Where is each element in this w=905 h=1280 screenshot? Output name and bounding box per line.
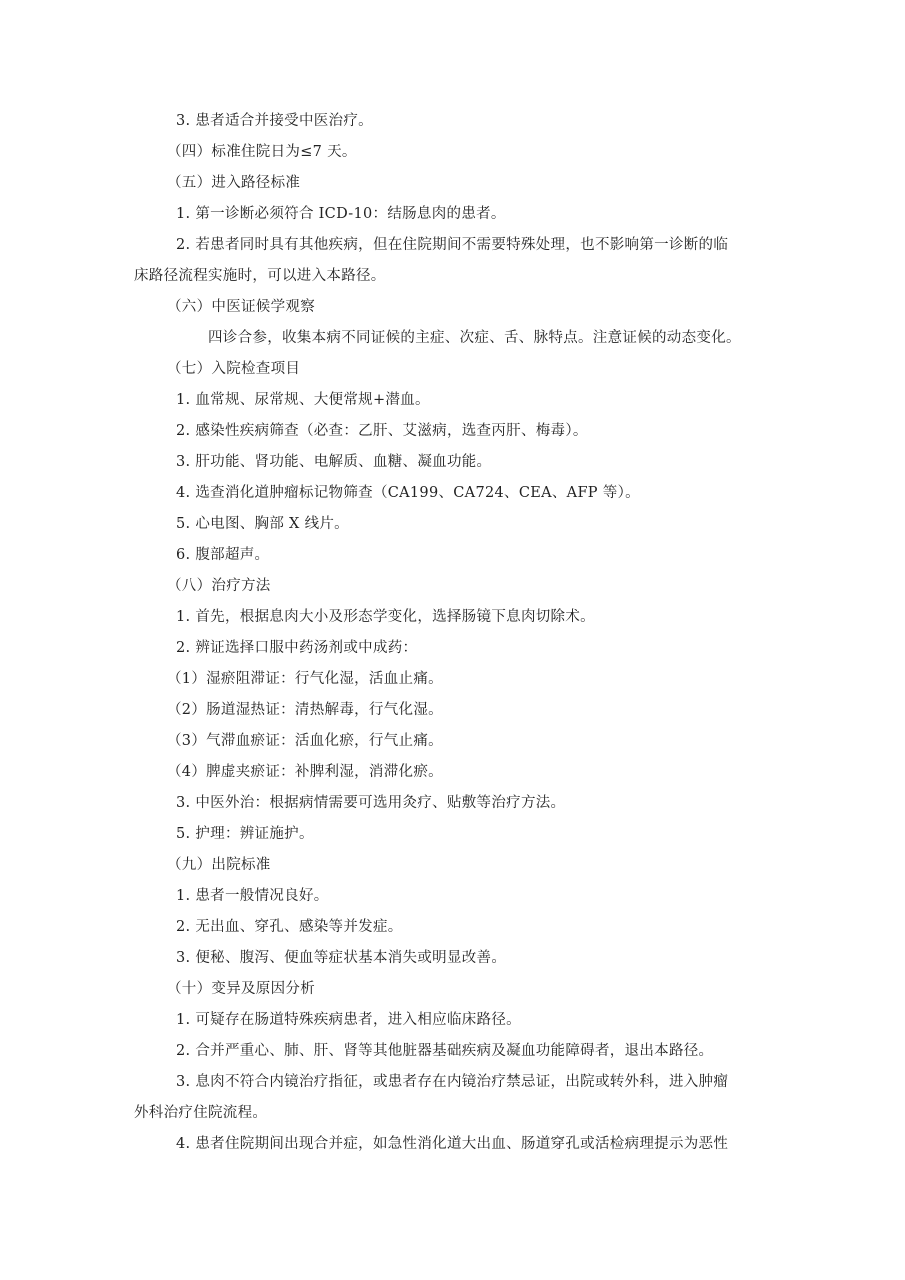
text-line: 4. 患者住院期间出现合并症，如急性消化道大出血、肠道穿孔或活检病理提示为恶性 <box>176 1136 729 1152</box>
text-line: 2. 合并严重心、肺、肝、肾等其他脏器基础疾病及凝血功能障碍者，退出本路径。 <box>176 1043 714 1059</box>
text-line: 6. 腹部超声。 <box>176 547 270 563</box>
text-line: 3. 便秘、腹泻、便血等症状基本消失或明显改善。 <box>176 950 507 966</box>
text-line: 3. 肝功能、肾功能、电解质、血糖、凝血功能。 <box>176 454 492 470</box>
section-heading: （六）中医证候学观察 <box>167 299 315 315</box>
text-line: 床路径流程实施时，可以进入本路径。 <box>134 268 386 284</box>
section-heading: （十）变异及原因分析 <box>167 981 315 997</box>
text-line: （4）脾虚夹瘀证：补脾利湿，消滞化瘀。 <box>167 764 443 780</box>
text-line: （1）湿瘀阻滞证：行气化湿，活血止痛。 <box>167 671 443 687</box>
text-line: 1. 首先，根据息肉大小及形态学变化，选择肠镜下息肉切除术。 <box>176 609 595 625</box>
text-line: 2. 无出血、穿孔、感染等并发症。 <box>176 919 403 935</box>
text-line: 1. 可疑存在肠道特殊疾病患者，进入相应临床路径。 <box>176 1012 521 1028</box>
section-heading: （七）入院检查项目 <box>167 361 301 377</box>
text-line: 2. 若患者同时具有其他疾病，但在住院期间不需要特殊处理，也不影响第一诊断的临 <box>176 237 729 253</box>
text-line: 1. 血常规、尿常规、大便常规+潜血。 <box>176 392 430 408</box>
section-heading: （四）标准住院日为≤7 天。 <box>167 144 357 160</box>
text-line: 3. 患者适合并接受中医治疗。 <box>176 113 373 129</box>
text-line: 四诊合参，收集本病不同证候的主症、次症、舌、脉特点。注意证候的动态变化。 <box>208 330 741 346</box>
text-line: 5. 护理：辨证施护。 <box>176 826 314 842</box>
section-heading: （五）进入路径标准 <box>167 175 301 191</box>
text-line: （3）气滞血瘀证：活血化瘀，行气止痛。 <box>167 733 443 749</box>
text-line: 1. 患者一般情况良好。 <box>176 888 329 904</box>
text-line: 3. 息肉不符合内镜治疗指征，或患者存在内镜治疗禁忌证，出院或转外科，进入肿瘤 <box>176 1074 729 1090</box>
text-line: 2. 辨证选择口服中药汤剂或中成药： <box>176 640 418 656</box>
text-line: 4. 选查消化道肿瘤标记物筛查（CA199、CA724、CEA、AFP 等）。 <box>176 485 640 501</box>
section-heading: （八）治疗方法 <box>167 578 271 594</box>
text-line: 2. 感染性疾病筛查（必查：乙肝、艾滋病，选查丙肝、梅毒）。 <box>176 423 588 439</box>
text-line: 5. 心电图、胸部 X 线片。 <box>176 516 349 532</box>
text-line: 3. 中医外治：根据病情需要可选用灸疗、贴敷等治疗方法。 <box>176 795 566 811</box>
text-line: 外科治疗住院流程。 <box>134 1105 268 1121</box>
text-line: 1. 第一诊断必须符合 ICD-10：结肠息肉的患者。 <box>176 206 506 222</box>
text-line: （2）肠道湿热证：清热解毒，行气化湿。 <box>167 702 443 718</box>
section-heading: （九）出院标准 <box>167 857 271 873</box>
